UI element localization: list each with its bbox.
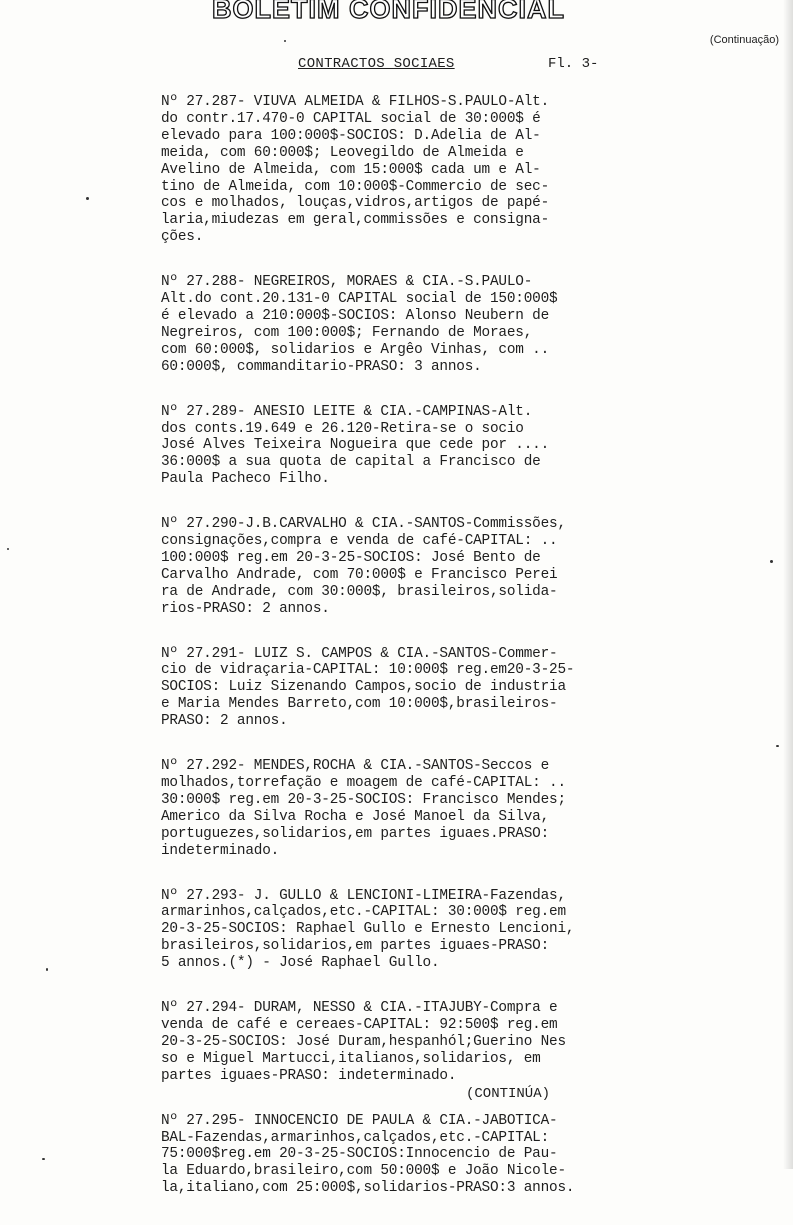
contract-entry — [161, 1000, 651, 1085]
entry-line: la,italiano,com 25:000$,solidarios-PRASO:3 annos. — [161, 1180, 575, 1197]
entry-line: cos e molhados, louças,vidros,artigos de papé- — [161, 195, 550, 212]
scan-edge-shadow — [783, 0, 793, 1169]
entry-line: Nº 27.293- J. GULLO & LENCIONI-LIMEIRA-Fazendas, — [161, 887, 566, 904]
entry-line: 5 annos.(*) - José Raphael Gullo. — [161, 955, 440, 972]
entry-line: 30:000$ reg.em 20-3-25-SOCIOS: Francisco Mendes; — [161, 791, 566, 808]
entry-line: Americo da Silva Rocha e José Manoel da Silva, — [161, 808, 550, 825]
entry-line: Alt.do cont.20.131-0 CAPITAL social de 150:000$ — [161, 291, 558, 308]
page-folio: Fl. 3- — [548, 56, 599, 72]
entry-line: molhados,torrefação e moagem de café-CAPITAL: .. — [161, 775, 566, 791]
entry-line: com 60:000$, solidarios e Argêo Vinhas, com .. — [161, 341, 550, 358]
entry-line: 75:000$reg.em 20-3-25-SOCIOS:Innocencio de Pau- — [161, 1146, 558, 1163]
scan-speck — [284, 40, 286, 42]
entry-line: Negreiros, com 100:000$; Fernando de Moraes, — [161, 324, 533, 341]
entry-line: do contr.17.470-0 CAPITAL social de 30:000$ é — [161, 110, 541, 127]
entry-line: laria,miudezas em geral,commissões e consigna- — [161, 212, 550, 229]
contract-entry — [161, 404, 651, 489]
contract-entry — [161, 646, 651, 731]
contract-entry — [161, 274, 651, 375]
contract-entry — [161, 758, 651, 859]
entry-line: indeterminado. — [161, 842, 280, 859]
entry-line: Carvalho Andrade, com 70:000$ e Francisco Perei — [161, 566, 558, 583]
entry-line: 100:000$ reg.em 20-3-25-SOCIOS: José Bento de — [161, 549, 541, 566]
scan-speck — [770, 560, 773, 563]
entry-line: Paula Pacheco Filho. — [161, 471, 330, 488]
entry-line: Nº 27.287- VIUVA ALMEIDA & FILHOS-S.PAULO-Alt. — [161, 94, 550, 110]
section-heading-row — [0, 56, 793, 76]
entry-line: meida, com 60:000$; Leovegildo de Almeida e — [161, 144, 524, 161]
entry-line: Nº 27.291- LUIZ S. CAMPOS & CIA.-SANTOS-Commer- — [161, 645, 558, 662]
entry-line: brasileiros,solidarios,em partes iguaes-PRASO: — [161, 938, 550, 955]
entry-line: Nº 27.289- ANESIO LEITE & CIA.-CAMPINAS-Alt. — [161, 403, 533, 420]
masthead-title: BOLETIM CONFIDENCIAL — [212, 0, 565, 24]
contract-entries — [161, 94, 651, 1225]
continuation-note: (Continuação) — [709, 34, 779, 46]
scan-speck — [42, 1158, 45, 1160]
contract-entry — [161, 516, 651, 617]
entry-line: Nº 27.294- DURAM, NESSO & CIA.-ITAJUBY-Compra e — [161, 1000, 558, 1017]
section-title: CONTRACTOS SOCIAES — [298, 56, 455, 72]
entry-line: Nº 27.290-J.B.CARVALHO & CIA.-SANTOS-Commissões, — [161, 516, 566, 533]
entry-line: tino de Almeida, com 10:000$-Commercio de sec- — [161, 178, 550, 195]
entry-line: 20-3-25-SOCIOS: José Duram,hespanhól;Guerino Nes — [161, 1033, 566, 1050]
entry-line: 36:000$ a sua quota de capital a Francisco de — [161, 454, 541, 471]
entry-line: SOCIOS: Luiz Sizenando Campos,socio de industria — [161, 679, 566, 696]
entry-line: Nº 27.288- NEGREIROS, MORAES & CIA.-S.PAULO- — [161, 274, 533, 291]
entry-line: PRASO: 2 annos. — [161, 713, 288, 730]
contract-entry — [161, 888, 651, 973]
entry-line: partes iguaes-PRASO: indeterminado. — [161, 1067, 457, 1084]
entry-line: 60:000$, commanditario-PRASO: 3 annos. — [161, 358, 482, 375]
continua-note: (CONTINÚA) — [466, 1086, 551, 1102]
entry-line: portuguezes,solidarios,em partes iguaes.PRASO: — [161, 825, 550, 842]
entry-line: so e Miguel Martucci,italianos,solidarios, em — [161, 1050, 541, 1067]
entry-line: la Eduardo,brasileiro,com 50:000$ e João Nicole- — [161, 1163, 566, 1180]
entry-line: rios-PRASO: 2 annos. — [161, 600, 330, 617]
entry-line: Nº 27.295- INNOCENCIO DE PAULA & CIA.-JABOTICA- — [161, 1112, 558, 1129]
entry-line: e Maria Mendes Barreto,com 10:000$,brasileiros- — [161, 696, 558, 713]
scan-speck — [86, 197, 89, 200]
entry-line: venda de café e cereaes-CAPITAL: 92:500$ reg.em — [161, 1016, 558, 1033]
scan-speck — [46, 968, 48, 971]
entry-line: é elevado a 210:000$-SOCIOS: Alonso Neubern de — [161, 307, 550, 324]
entry-line: cio de vidraçaria-CAPITAL: 10:000$ reg.em20-3-25- — [161, 662, 575, 679]
contract-entry — [161, 1113, 651, 1198]
entry-line: elevado para 100:000$-SOCIOS: D.Adelia de Al- — [161, 127, 541, 144]
entry-line: BAL-Fazendas,armarinhos,calçados,etc.-CAPITAL: — [161, 1129, 550, 1146]
entry-line: Nº 27.292- MENDES,ROCHA & CIA.-SANTOS-Seccos e — [161, 758, 550, 775]
entry-line: ra de Andrade, com 30:000$, brasileiros,solida- — [161, 583, 558, 600]
entry-line: consignações,compra e venda de café-CAPITAL: .. — [161, 533, 558, 550]
entry-line: armarinhos,calçados,etc.-CAPITAL: 30:000$ reg.em — [161, 904, 566, 921]
scan-speck — [7, 548, 9, 550]
entry-line: 20-3-25-SOCIOS: Raphael Gullo e Ernesto Lencioni, — [161, 921, 575, 938]
entry-line: ções. — [161, 229, 204, 246]
scan-speck — [776, 745, 779, 747]
entry-line: Avelino de Almeida, com 15:000$ cada um e Al- — [161, 161, 541, 178]
contract-entry — [161, 94, 651, 246]
entry-line: dos conts.19.649 e 26.120-Retira-se o socio — [161, 420, 524, 437]
entry-line: José Alves Teixeira Nogueira que cede por .... — [161, 437, 550, 454]
